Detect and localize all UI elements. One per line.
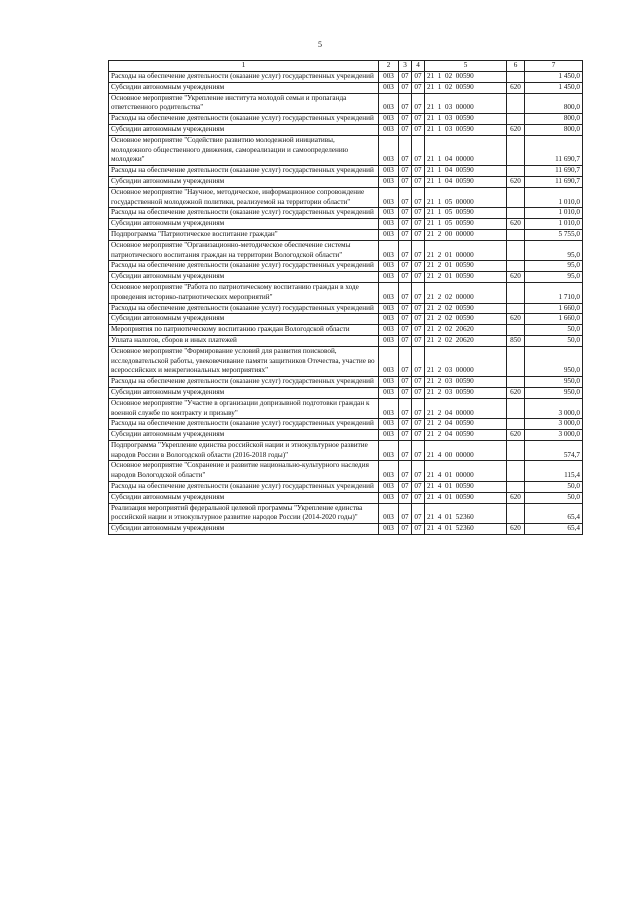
cell-section: 07	[399, 208, 412, 219]
cell-name: Субсидии автономным учреждениям	[109, 524, 379, 535]
cell-expense-type: 620	[507, 272, 525, 283]
table-row	[109, 430, 583, 441]
cell-name: Мероприятия по патриотическому воспитанию граждан Вологодской области	[109, 325, 379, 336]
cell-amount: 65,4	[525, 524, 583, 535]
cell-expense-type	[507, 229, 525, 240]
cell-subsection: 07	[412, 135, 425, 165]
cell-name: Основное мероприятие "Содействие развитию молодежной инициативы, молодежного общественного движения, самореализации и самоопределению молодежи"	[109, 135, 379, 165]
cell-amount: 3 000,0	[525, 430, 583, 441]
cell-subsection: 07	[412, 398, 425, 419]
table-row	[109, 240, 583, 261]
table-row	[109, 114, 583, 125]
cell-expense-type	[507, 114, 525, 125]
cell-target-article: 21 4 01 00000	[425, 461, 507, 482]
cell-section: 07	[399, 303, 412, 314]
cell-amount: 11 690,7	[525, 166, 583, 177]
table-row	[109, 282, 583, 303]
cell-section: 07	[399, 335, 412, 346]
cell-section: 07	[399, 314, 412, 325]
cell-target-article: 21 4 01 52360	[425, 524, 507, 535]
cell-expense-type	[507, 303, 525, 314]
table-row	[109, 440, 583, 461]
cell-expense-type	[507, 398, 525, 419]
table-row	[109, 335, 583, 346]
cell-amount: 11 690,7	[525, 176, 583, 187]
cell-admin-code: 003	[379, 398, 399, 419]
cell-name: Уплата налогов, сборов и иных платежей	[109, 335, 379, 346]
cell-admin-code: 003	[379, 282, 399, 303]
cell-subsection: 07	[412, 114, 425, 125]
header-cell: 7	[525, 61, 583, 72]
table-row	[109, 303, 583, 314]
cell-admin-code: 003	[379, 325, 399, 336]
cell-admin-code: 003	[379, 176, 399, 187]
cell-name: Субсидии автономным учреждениям	[109, 492, 379, 503]
table-row	[109, 93, 583, 114]
cell-expense-type	[507, 440, 525, 461]
cell-subsection: 07	[412, 166, 425, 177]
table-row	[109, 492, 583, 503]
cell-target-article: 21 2 01 00590	[425, 261, 507, 272]
table-row	[109, 229, 583, 240]
cell-amount: 95,0	[525, 272, 583, 283]
cell-admin-code: 003	[379, 303, 399, 314]
table-row	[109, 524, 583, 535]
cell-target-article: 21 2 02 00590	[425, 303, 507, 314]
cell-subsection: 07	[412, 282, 425, 303]
budget-table	[108, 60, 583, 535]
cell-amount: 1 660,0	[525, 314, 583, 325]
cell-subsection: 07	[412, 272, 425, 283]
cell-amount: 950,0	[525, 346, 583, 376]
cell-admin-code: 003	[379, 72, 399, 83]
cell-target-article: 21 1 04 00590	[425, 176, 507, 187]
cell-admin-code: 003	[379, 503, 399, 524]
cell-name: Подпрограмма "Патриотическое воспитание граждан"	[109, 229, 379, 240]
cell-name: Основное мероприятие "Работа по патриотическому воспитанию граждан в ходе проведения историко-патриотических мероприятий"	[109, 282, 379, 303]
cell-name: Субсидии автономным учреждениям	[109, 387, 379, 398]
cell-amount: 1 450,0	[525, 82, 583, 93]
cell-section: 07	[399, 124, 412, 135]
cell-admin-code: 003	[379, 346, 399, 376]
cell-admin-code: 003	[379, 430, 399, 441]
cell-admin-code: 003	[379, 335, 399, 346]
cell-section: 07	[399, 166, 412, 177]
cell-amount: 11 690,7	[525, 135, 583, 165]
cell-name: Подпрограмма "Укрепление единства российской нации и этнокультурное развитие народов России в Вологодской области (2016-2018 годы)"	[109, 440, 379, 461]
cell-target-article: 21 2 02 00000	[425, 282, 507, 303]
cell-target-article: 21 1 03 00590	[425, 114, 507, 125]
cell-name: Расходы на обеспечение деятельности (оказание услуг) государственных учреждений	[109, 72, 379, 83]
cell-expense-type: 620	[507, 492, 525, 503]
cell-name: Расходы на обеспечение деятельности (оказание услуг) государственных учреждений	[109, 166, 379, 177]
cell-target-article: 21 2 04 00000	[425, 398, 507, 419]
header-cell: 6	[507, 61, 525, 72]
cell-amount: 950,0	[525, 387, 583, 398]
cell-target-article: 21 2 00 00000	[425, 229, 507, 240]
table-body	[109, 72, 583, 535]
cell-subsection: 07	[412, 240, 425, 261]
cell-target-article: 21 1 03 00590	[425, 124, 507, 135]
cell-admin-code: 003	[379, 93, 399, 114]
cell-expense-type	[507, 72, 525, 83]
cell-amount: 50,0	[525, 482, 583, 493]
cell-expense-type: 620	[507, 524, 525, 535]
cell-expense-type: 620	[507, 219, 525, 230]
cell-name: Основное мероприятие "Формирование условий для развития поисковой, исследовательской работы, увековечивание памяти защитников Отечества, участие во всероссийских и межрегиональных мероприятиях"	[109, 346, 379, 376]
cell-expense-type	[507, 240, 525, 261]
cell-admin-code: 003	[379, 135, 399, 165]
cell-expense-type	[507, 346, 525, 376]
cell-expense-type	[507, 325, 525, 336]
cell-target-article: 21 4 01 00590	[425, 482, 507, 493]
cell-section: 07	[399, 387, 412, 398]
table-row	[109, 261, 583, 272]
cell-amount: 1 660,0	[525, 303, 583, 314]
cell-admin-code: 003	[379, 124, 399, 135]
cell-name: Основное мероприятие "Научное, методическое, информационное сопровождение государственной молодежной политики, реализуемой на территории области"	[109, 187, 379, 208]
cell-amount: 50,0	[525, 325, 583, 336]
table-header-row	[109, 61, 583, 72]
cell-admin-code: 003	[379, 114, 399, 125]
cell-amount: 574,7	[525, 440, 583, 461]
cell-subsection: 07	[412, 124, 425, 135]
cell-target-article: 21 1 02 00590	[425, 82, 507, 93]
cell-section: 07	[399, 524, 412, 535]
cell-admin-code: 003	[379, 492, 399, 503]
header-cell: 4	[412, 61, 425, 72]
cell-admin-code: 003	[379, 524, 399, 535]
cell-amount: 1 450,0	[525, 72, 583, 83]
cell-name: Субсидии автономным учреждениям	[109, 124, 379, 135]
cell-target-article: 21 1 04 00000	[425, 135, 507, 165]
cell-subsection: 07	[412, 346, 425, 376]
cell-section: 07	[399, 461, 412, 482]
cell-admin-code: 003	[379, 419, 399, 430]
cell-expense-type	[507, 377, 525, 388]
cell-subsection: 07	[412, 229, 425, 240]
table-row	[109, 176, 583, 187]
cell-subsection: 07	[412, 314, 425, 325]
cell-section: 07	[399, 272, 412, 283]
cell-section: 07	[399, 72, 412, 83]
table-row	[109, 461, 583, 482]
cell-expense-type: 620	[507, 82, 525, 93]
cell-expense-type	[507, 503, 525, 524]
cell-admin-code: 003	[379, 229, 399, 240]
cell-section: 07	[399, 503, 412, 524]
cell-name: Расходы на обеспечение деятельности (оказание услуг) государственных учреждений	[109, 114, 379, 125]
cell-amount: 1 010,0	[525, 187, 583, 208]
cell-subsection: 07	[412, 419, 425, 430]
cell-target-article: 21 2 02 20620	[425, 325, 507, 336]
cell-name: Субсидии автономным учреждениям	[109, 430, 379, 441]
cell-target-article: 21 2 02 00590	[425, 314, 507, 325]
cell-amount: 95,0	[525, 261, 583, 272]
cell-name: Расходы на обеспечение деятельности (оказание услуг) государственных учреждений	[109, 419, 379, 430]
table-row	[109, 135, 583, 165]
cell-section: 07	[399, 398, 412, 419]
cell-admin-code: 003	[379, 272, 399, 283]
cell-subsection: 07	[412, 303, 425, 314]
cell-name: Основное мероприятие "Сохранение и развитие национально-культурного наследия народов Вологодской области"	[109, 461, 379, 482]
table-row	[109, 187, 583, 208]
table-row	[109, 166, 583, 177]
cell-admin-code: 003	[379, 219, 399, 230]
cell-target-article: 21 2 01 00000	[425, 240, 507, 261]
cell-section: 07	[399, 377, 412, 388]
cell-section: 07	[399, 135, 412, 165]
cell-admin-code: 003	[379, 208, 399, 219]
cell-section: 07	[399, 492, 412, 503]
table-row	[109, 208, 583, 219]
cell-target-article: 21 1 05 00000	[425, 187, 507, 208]
cell-subsection: 07	[412, 335, 425, 346]
table-row	[109, 314, 583, 325]
table-row	[109, 72, 583, 83]
cell-expense-type: 620	[507, 176, 525, 187]
cell-subsection: 07	[412, 524, 425, 535]
cell-amount: 1 710,0	[525, 282, 583, 303]
cell-subsection: 07	[412, 440, 425, 461]
cell-section: 07	[399, 240, 412, 261]
table-row	[109, 325, 583, 336]
cell-admin-code: 003	[379, 82, 399, 93]
cell-amount: 800,0	[525, 114, 583, 125]
cell-name: Субсидии автономным учреждениям	[109, 272, 379, 283]
cell-name: Субсидии автономным учреждениям	[109, 314, 379, 325]
cell-amount: 1 010,0	[525, 208, 583, 219]
cell-amount: 50,0	[525, 492, 583, 503]
cell-admin-code: 003	[379, 461, 399, 482]
header-cell: 1	[109, 61, 379, 72]
cell-admin-code: 003	[379, 314, 399, 325]
cell-name: Расходы на обеспечение деятельности (оказание услуг) государственных учреждений	[109, 261, 379, 272]
cell-name: Субсидии автономным учреждениям	[109, 82, 379, 93]
cell-section: 07	[399, 430, 412, 441]
cell-target-article: 21 4 01 00590	[425, 492, 507, 503]
cell-admin-code: 003	[379, 240, 399, 261]
cell-subsection: 07	[412, 387, 425, 398]
cell-target-article: 21 1 05 00590	[425, 219, 507, 230]
cell-name: Расходы на обеспечение деятельности (оказание услуг) государственных учреждений	[109, 482, 379, 493]
cell-expense-type	[507, 93, 525, 114]
cell-admin-code: 003	[379, 166, 399, 177]
cell-section: 07	[399, 229, 412, 240]
cell-section: 07	[399, 114, 412, 125]
cell-target-article: 21 1 04 00590	[425, 166, 507, 177]
cell-subsection: 07	[412, 176, 425, 187]
cell-name: Основное мероприятие "Участие в организации допризывной подготовки граждан к военной службе по контракту и призыву"	[109, 398, 379, 419]
cell-section: 07	[399, 176, 412, 187]
table-row	[109, 377, 583, 388]
cell-name: Основное мероприятие "Укрепление института молодой семьи и пропаганда ответственного родительства"	[109, 93, 379, 114]
cell-admin-code: 003	[379, 387, 399, 398]
cell-expense-type	[507, 482, 525, 493]
cell-section: 07	[399, 187, 412, 208]
cell-amount: 5 755,0	[525, 229, 583, 240]
cell-section: 07	[399, 82, 412, 93]
cell-target-article: 21 4 01 52360	[425, 503, 507, 524]
cell-amount: 3 000,0	[525, 419, 583, 430]
cell-amount: 65,4	[525, 503, 583, 524]
cell-target-article: 21 2 03 00590	[425, 377, 507, 388]
cell-amount: 1 010,0	[525, 219, 583, 230]
cell-subsection: 07	[412, 82, 425, 93]
cell-expense-type	[507, 166, 525, 177]
cell-target-article: 21 2 02 20620	[425, 335, 507, 346]
cell-expense-type: 850	[507, 335, 525, 346]
cell-amount: 800,0	[525, 124, 583, 135]
cell-amount: 3 000,0	[525, 398, 583, 419]
cell-target-article: 21 2 04 00590	[425, 419, 507, 430]
cell-expense-type	[507, 282, 525, 303]
cell-name: Субсидии автономным учреждениям	[109, 176, 379, 187]
cell-amount: 95,0	[525, 240, 583, 261]
table-row	[109, 398, 583, 419]
table-row	[109, 82, 583, 93]
cell-admin-code: 003	[379, 187, 399, 208]
cell-admin-code: 003	[379, 261, 399, 272]
cell-amount: 115,4	[525, 461, 583, 482]
cell-expense-type	[507, 187, 525, 208]
cell-target-article: 21 2 03 00000	[425, 346, 507, 376]
cell-expense-type	[507, 135, 525, 165]
cell-admin-code: 003	[379, 482, 399, 493]
cell-section: 07	[399, 219, 412, 230]
cell-subsection: 07	[412, 219, 425, 230]
table-row	[109, 346, 583, 376]
cell-expense-type	[507, 419, 525, 430]
cell-subsection: 07	[412, 430, 425, 441]
header-cell: 3	[399, 61, 412, 72]
cell-section: 07	[399, 482, 412, 493]
header-cell: 5	[425, 61, 507, 72]
cell-section: 07	[399, 261, 412, 272]
cell-section: 07	[399, 346, 412, 376]
cell-expense-type: 620	[507, 124, 525, 135]
cell-name: Расходы на обеспечение деятельности (оказание услуг) государственных учреждений	[109, 303, 379, 314]
cell-subsection: 07	[412, 325, 425, 336]
cell-name: Расходы на обеспечение деятельности (оказание услуг) государственных учреждений	[109, 377, 379, 388]
cell-subsection: 07	[412, 187, 425, 208]
table-row	[109, 272, 583, 283]
table-row	[109, 124, 583, 135]
table-row	[109, 482, 583, 493]
cell-expense-type: 620	[507, 314, 525, 325]
cell-subsection: 07	[412, 72, 425, 83]
table-row	[109, 419, 583, 430]
cell-target-article: 21 1 02 00590	[425, 72, 507, 83]
cell-subsection: 07	[412, 503, 425, 524]
cell-target-article: 21 2 04 00590	[425, 430, 507, 441]
cell-name: Расходы на обеспечение деятельности (оказание услуг) государственных учреждений	[109, 208, 379, 219]
cell-expense-type: 620	[507, 387, 525, 398]
cell-expense-type	[507, 461, 525, 482]
page-number: 5	[318, 40, 322, 49]
cell-subsection: 07	[412, 377, 425, 388]
cell-expense-type	[507, 208, 525, 219]
cell-subsection: 07	[412, 482, 425, 493]
cell-target-article: 21 2 03 00590	[425, 387, 507, 398]
cell-section: 07	[399, 93, 412, 114]
cell-subsection: 07	[412, 208, 425, 219]
table-row	[109, 387, 583, 398]
cell-target-article: 21 1 03 00000	[425, 93, 507, 114]
cell-subsection: 07	[412, 461, 425, 482]
cell-subsection: 07	[412, 261, 425, 272]
cell-section: 07	[399, 419, 412, 430]
cell-target-article: 21 2 01 00590	[425, 272, 507, 283]
table-row	[109, 503, 583, 524]
cell-subsection: 07	[412, 93, 425, 114]
header-cell: 2	[379, 61, 399, 72]
cell-target-article: 21 1 05 00590	[425, 208, 507, 219]
cell-section: 07	[399, 325, 412, 336]
table-row	[109, 219, 583, 230]
cell-expense-type: 620	[507, 430, 525, 441]
cell-section: 07	[399, 440, 412, 461]
cell-admin-code: 003	[379, 377, 399, 388]
cell-amount: 800,0	[525, 93, 583, 114]
cell-expense-type	[507, 261, 525, 272]
cell-name: Основное мероприятие "Организационно-методическое обеспечение системы патриотического воспитания граждан на территории Вологодской области"	[109, 240, 379, 261]
cell-name: Реализация мероприятий федеральной целевой программы "Укрепление единства российской нации и этнокультурное развитие народов России (2014-2020 годы)"	[109, 503, 379, 524]
cell-amount: 950,0	[525, 377, 583, 388]
cell-amount: 50,0	[525, 335, 583, 346]
cell-name: Субсидии автономным учреждениям	[109, 219, 379, 230]
cell-subsection: 07	[412, 492, 425, 503]
cell-admin-code: 003	[379, 440, 399, 461]
cell-target-article: 21 4 00 00000	[425, 440, 507, 461]
cell-section: 07	[399, 282, 412, 303]
